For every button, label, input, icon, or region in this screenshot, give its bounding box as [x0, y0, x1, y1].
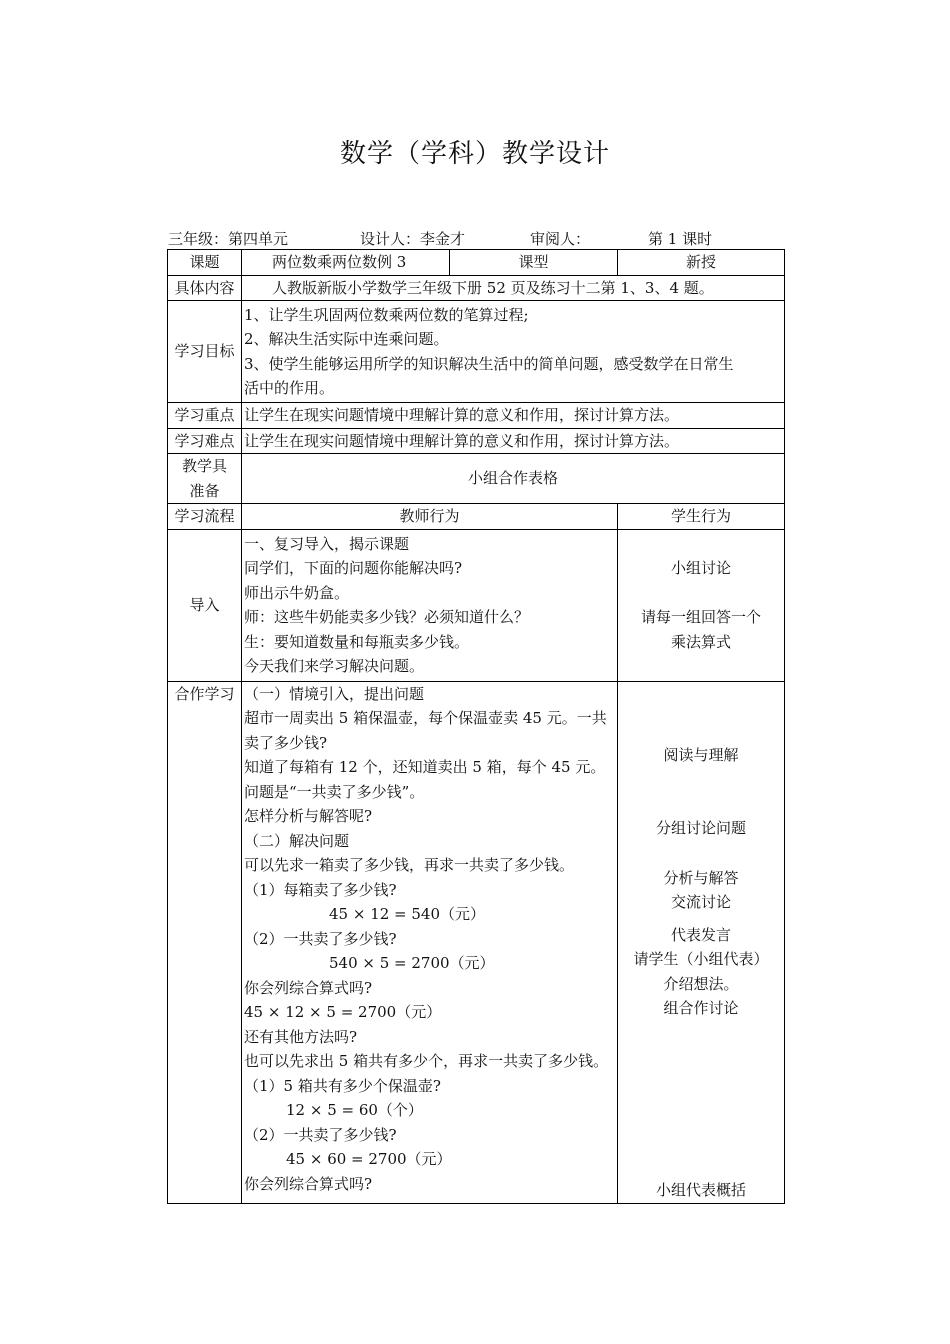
- teacher-line: 师：这些牛奶能卖多少钱？必须知道什么？: [244, 608, 530, 626]
- student-line: 介绍想法。: [663, 974, 739, 993]
- equation-line: 45 × 12 = 540（元）: [329, 905, 486, 923]
- tools-label-line: 准备: [189, 481, 220, 500]
- equation-line: 45 × 60 = 2700（元）: [286, 1150, 452, 1168]
- intro-row: [168, 529, 785, 681]
- student-line: 乘法算式: [671, 632, 732, 651]
- grade-unit: 三年级：第四单元: [168, 230, 289, 248]
- teacher-line: （二）解决问题: [244, 831, 350, 850]
- teacher-line: 你会列综合算式吗?: [244, 1174, 373, 1193]
- difficulty-label: 学习难点: [168, 428, 242, 454]
- goal-item: 2、解决生活实际中连乘问题。: [244, 330, 449, 348]
- teacher-header: 教师行为: [242, 504, 618, 530]
- focus-value: 让学生在现实问题情境中理解计算的意义和作用，探讨计算方法。: [242, 403, 785, 429]
- flow-label: 学习流程: [168, 504, 242, 530]
- teacher-line: 生：要知道数量和每瓶卖多少钱。: [244, 632, 470, 651]
- designer: 设计人：李金才: [360, 230, 466, 248]
- intro-label: 导入: [168, 529, 242, 681]
- content-label: 具体内容: [168, 275, 242, 301]
- equation-line: 45 × 12 × 5 = 2700（元）: [244, 1003, 442, 1021]
- teacher-line: 怎样分析与解答呢?: [244, 807, 373, 825]
- teacher-line: （一）情境引入，提出问题: [244, 684, 425, 703]
- intro-student: [618, 529, 785, 681]
- teacher-line: （2）一共卖了多少钱?: [244, 929, 397, 948]
- student-line: 请每一组回答一个: [641, 608, 762, 626]
- spacer: [620, 767, 782, 816]
- goal-item: 活中的作用。: [244, 379, 335, 397]
- student-line: 交流讨论: [671, 893, 732, 911]
- goals-row: [168, 301, 785, 403]
- difficulty-value: 让学生在现实问题情境中理解计算的意义和作用，探讨计算方法。: [242, 428, 785, 454]
- spacer: [620, 682, 782, 743]
- teacher-line: 一、复习导入，揭示课题: [244, 534, 410, 553]
- tools-value: 小组合作表格: [242, 454, 785, 504]
- tools-label: [168, 454, 242, 504]
- teacher-line: 超市一周卖出 5 箱保温壶，每个保温壶卖 45 元。一共: [244, 709, 607, 727]
- teacher-line: 同学们，下面的问题你能解决吗?: [244, 559, 463, 577]
- lesson-plan-table: [167, 249, 785, 1204]
- type-label: 课型: [450, 250, 618, 276]
- teacher-line: 你会列综合算式吗?: [244, 978, 373, 997]
- student-line: 组合作讨论: [663, 999, 739, 1017]
- student-line: 阅读与理解: [663, 745, 739, 764]
- spacer: [620, 915, 782, 923]
- coop-student: [618, 681, 785, 1203]
- goal-item: 1、让学生巩固两位数乘两位数的笔算过程;: [244, 305, 529, 324]
- student-line: 代表发言: [671, 925, 732, 944]
- student-line: 小组讨论: [671, 559, 732, 577]
- student-line: 请学生（小组代表）: [633, 950, 769, 968]
- focus-row: [168, 403, 785, 429]
- teacher-line: 可以先求一箱卖了多少钱，再求一共卖了多少钱。: [244, 856, 575, 874]
- teacher-line: 问题是“一共卖了多少钱”。: [244, 782, 425, 801]
- content-row: [168, 275, 785, 301]
- reviewer: 审阅人：: [530, 230, 591, 248]
- teacher-line: （1）5 箱共有多少个保温壶?: [244, 1076, 441, 1095]
- equation-line: 12 × 5 = 60（个）: [286, 1101, 423, 1119]
- topic-value: 两位数乘两位数例 3: [242, 250, 450, 276]
- goals-label: 学习目标: [168, 301, 242, 403]
- student-line: 小组代表概括: [656, 1181, 747, 1199]
- teacher-line: 还有其他方法吗?: [244, 1027, 358, 1046]
- teacher-line: 师出示牛奶盒。: [244, 583, 350, 602]
- intro-teacher: [242, 529, 618, 681]
- lesson-period: 第 1 课时: [648, 230, 713, 248]
- teacher-line: 今天我们来学习解决问题。: [244, 657, 425, 675]
- focus-label: 学习重点: [168, 403, 242, 429]
- difficulty-row: [168, 428, 785, 454]
- coop-label: 合作学习: [168, 681, 242, 1203]
- tools-label-line: 教学具: [181, 457, 227, 475]
- teacher-line: （2）一共卖了多少钱?: [244, 1125, 397, 1144]
- teacher-line: （1）每箱卖了多少钱?: [244, 880, 397, 899]
- equation-line: 540 × 5 = 2700（元）: [329, 954, 495, 972]
- spacer: [620, 581, 782, 606]
- coop-teacher: [242, 681, 618, 1203]
- coop-row: [168, 681, 785, 1203]
- teacher-line: 卖了多少钱?: [244, 733, 328, 752]
- student-line: 分组讨论问题: [656, 819, 747, 837]
- tools-row: [168, 454, 785, 504]
- topic-label: 课题: [168, 250, 242, 276]
- content-value: 人教版新版小学数学三年级下册 52 页及练习十二第 1、3、4 题。: [242, 275, 785, 301]
- spacer: [620, 841, 782, 866]
- student-line: 分析与解答: [663, 868, 739, 887]
- teacher-line: 也可以先求出 5 箱共有多少个，再求一共卖了多少钱。: [244, 1052, 609, 1070]
- type-value: 新授: [618, 250, 785, 276]
- flow-header-row: [168, 504, 785, 530]
- teacher-line: 知道了每箱有 12 个，还知道卖出 5 箱，每个 45 元。: [244, 758, 606, 776]
- goals-list: [242, 301, 785, 403]
- student-header: 学生行为: [618, 504, 785, 530]
- topic-row: [168, 250, 785, 276]
- goal-item: 3、使学生能够运用所学的知识解决生活中的简单问题，感受数学在日常生: [244, 354, 734, 373]
- document-title: 数学（学科）教学设计: [339, 139, 610, 169]
